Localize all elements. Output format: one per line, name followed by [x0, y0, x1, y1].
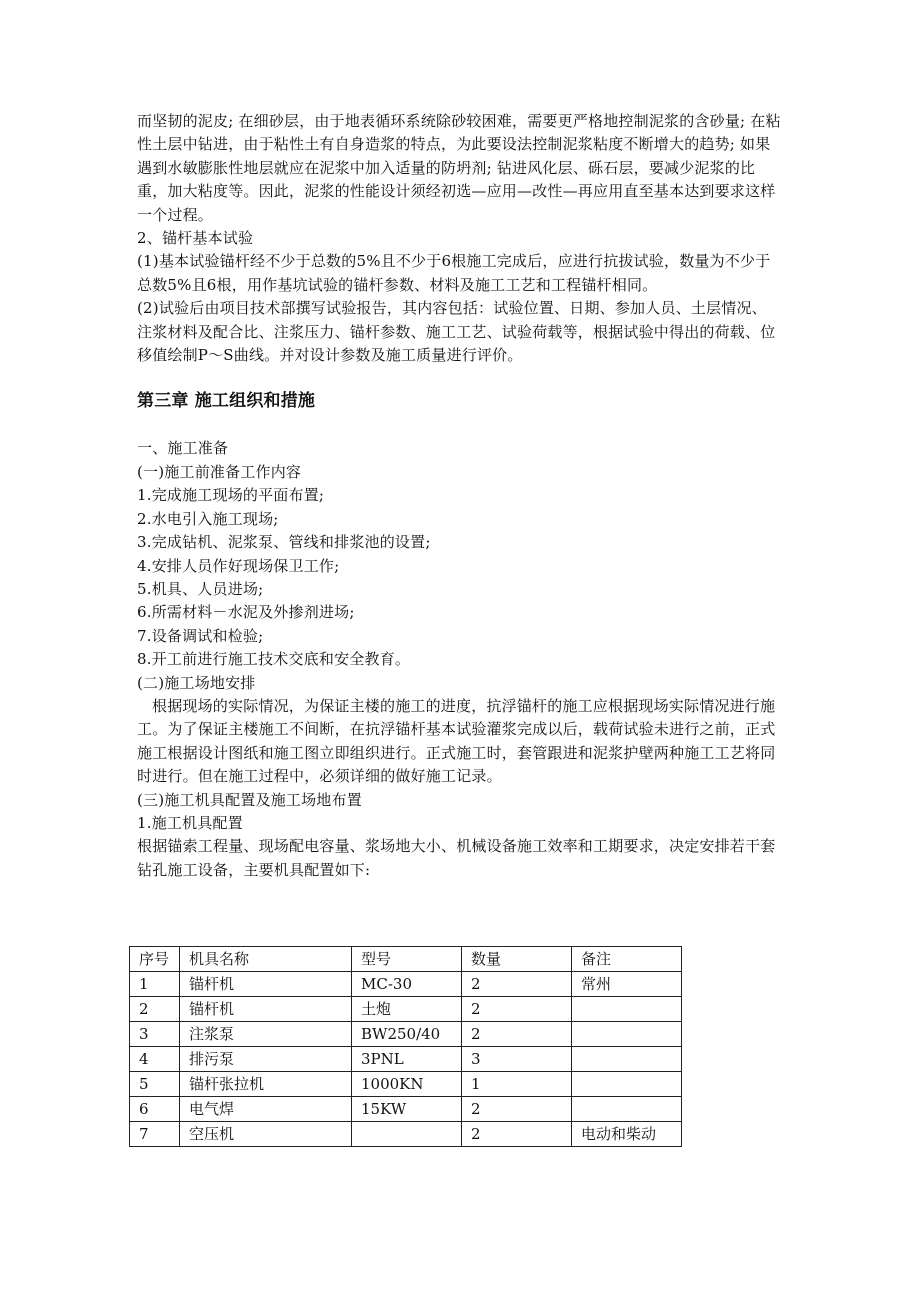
table-cell [572, 1097, 682, 1122]
document-body [137, 110, 782, 882]
table-cell: 1000KN [352, 1072, 462, 1097]
table-row [130, 972, 682, 997]
machine-table [129, 946, 682, 1147]
paragraph-machine-intro: 根据锚索工程量、现场配电容量、浆场地大小、机械设备施工效率和工期要求，决定安排若干套钻孔施工设备，主要机具配置如下: [137, 837, 776, 879]
table-cell: 2 [462, 1122, 572, 1147]
table-cell: 3 [130, 1022, 180, 1047]
table-cell: 5 [130, 1072, 180, 1097]
table-cell: 2 [130, 997, 180, 1022]
table-cell: 注浆泵 [180, 1022, 352, 1047]
table-cell: 7 [130, 1122, 180, 1147]
table-cell [572, 997, 682, 1022]
table-cell: 2 [462, 1097, 572, 1122]
table-cell: 电动和柴动 [572, 1122, 682, 1147]
list-item: 4.安排人员作好现场保卫工作; [137, 556, 340, 575]
table-header-row [130, 947, 682, 972]
table-cell: 土炮 [352, 997, 462, 1022]
header-cell-qty: 数量 [462, 947, 572, 972]
table-cell: 3 [462, 1047, 572, 1072]
paragraph-mud-design: 而坚韧的泥皮; 在细砂层，由于地表循环系统除砂较困难，需要更严格地控制泥浆的含砂量; 在粘性土层中钻进，由于粘性土有自身造浆的特点，为此要设法控制泥浆粘度不断增大的趋势; 如果遇到水敏膨胀性地层就应在泥浆中加入适量的防坍剂; 钻进风化层、砾石层，要减少泥浆的比重，加大粘度等。因此，泥浆的性能设计须经初选—应用—改性—再应用直至基本达到要求这样一个过程。 [137, 112, 781, 224]
table-cell: 2 [462, 1022, 572, 1047]
header-cell-name: 机具名称 [180, 947, 352, 972]
table-cell: 排污泵 [180, 1047, 352, 1072]
table-row [130, 1097, 682, 1122]
table-row [130, 1022, 682, 1047]
table-cell [572, 1047, 682, 1072]
table-cell: 锚杆张拉机 [180, 1072, 352, 1097]
table-row [130, 1072, 682, 1097]
table-cell: 常州 [572, 972, 682, 997]
table-row [130, 1047, 682, 1072]
subsection-machine-layout: (三)施工机具配置及施工场地布置 [137, 790, 362, 809]
table-cell: 1 [462, 1072, 572, 1097]
table-cell: 3PNL [352, 1047, 462, 1072]
subsection-site-arrangement: (二)施工场地安排 [137, 673, 256, 692]
list-item: 3.完成钻机、泥浆泵、管线和排浆池的设置; [137, 533, 431, 552]
heading-anchor-test: 2、锚杆基本试验 [137, 229, 254, 248]
list-item: 1.完成施工现场的平面布置; [137, 486, 325, 505]
paragraph-site-arrangement: 根据现场的实际情况，为保证主楼的施工的进度，抗浮锚杆的施工应根据现场实际情况进行施工。为了保证主楼施工不间断，在抗浮锚杆基本试验灌浆完成以后，载荷试验未进行之前，正式施工根据设计图纸和施工图立即组织进行。正式施工时，套管跟进和泥浆护壁两种施工工艺将同时进行。但在施工过程中，必须详细的做好施工记录。 [137, 696, 776, 786]
header-cell-model: 型号 [352, 947, 462, 972]
list-item: 5.机具、人员进场; [137, 579, 264, 598]
table-cell: 2 [462, 997, 572, 1022]
section-heading-prep: 一、施工准备 [137, 439, 229, 458]
table-cell: 1 [130, 972, 180, 997]
table-row [130, 997, 682, 1022]
table-cell [352, 1122, 462, 1147]
header-cell-note: 备注 [572, 947, 682, 972]
table-cell: MC-30 [352, 972, 462, 997]
paragraph-test-item-1: (1)基本试验锚杆经不少于总数的5%且不少于6根施工完成后，应进行抗拔试验，数量为不少于总数5%且6根，用作基坑试验的锚杆参数、材料及施工工艺和工程锚杆相同。 [137, 252, 771, 294]
paragraph-test-item-2: (2)试验后由项目技术部撰写试验报告，其内容包括：试验位置、日期、参加人员、土层情况、注浆材料及配合比、注浆压力、锚杆参数、施工工艺、试验荷载等，根据试验中得出的荷载、位移值绘制P～S曲线。并对设计参数及施工质量进行评价。 [137, 299, 776, 365]
table-cell: 锚杆机 [180, 972, 352, 997]
list-item: 8.开工前进行施工技术交底和安全教育。 [137, 650, 411, 669]
table-cell: 6 [130, 1097, 180, 1122]
list-item: 6.所需材料－水泥及外掺剂进场; [137, 603, 355, 622]
table-cell: 2 [462, 972, 572, 997]
table-cell: 锚杆机 [180, 997, 352, 1022]
chapter-title: 第三章 施工组织和措施 [137, 391, 316, 412]
table-cell: 电气焊 [180, 1097, 352, 1122]
list-item: 2.水电引入施工现场; [137, 509, 279, 528]
subsection-prep-content: (一)施工前准备工作内容 [137, 462, 302, 481]
table-cell [572, 1072, 682, 1097]
list-item: 7.设备调试和检验; [137, 626, 264, 645]
table-cell: BW250/40 [352, 1022, 462, 1047]
table-cell: 4 [130, 1047, 180, 1072]
table-row [130, 1122, 682, 1147]
heading-machine-config: 1.施工机具配置 [137, 813, 243, 832]
table-cell [572, 1022, 682, 1047]
table-cell: 空压机 [180, 1122, 352, 1147]
table-cell: 15KW [352, 1097, 462, 1122]
header-cell-index: 序号 [130, 947, 180, 972]
